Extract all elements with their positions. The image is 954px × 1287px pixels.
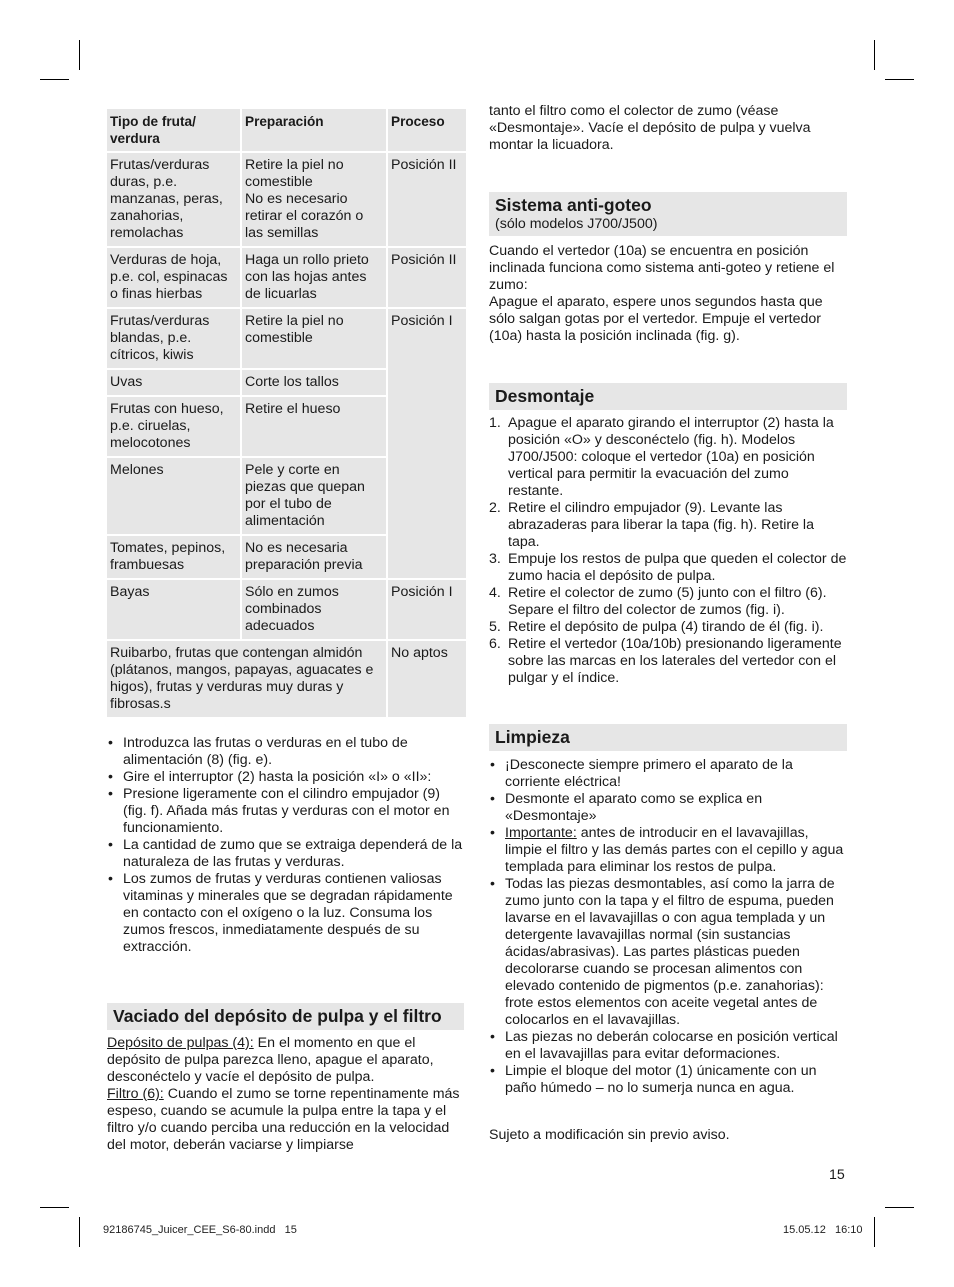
table-cell-prep: No es necesaria preparación previa xyxy=(242,536,386,578)
table-cell-prep: Retire la piel no comestible No es necesario retirar el corazón o las semillas xyxy=(242,153,386,246)
table-cell-fruit: Tomates, pepinos, frambuesas xyxy=(107,536,240,578)
step-number: 2. xyxy=(489,500,501,516)
table-cell-fruit: Verduras de hoja, p.e. col, espinacas o finas hierbas xyxy=(107,248,240,307)
footer-timestamp: 15.05.12 16:10 xyxy=(783,1224,863,1236)
paragraph-text: Apague el aparato, espere unos segundos hasta que sólo salgan gotas por el vertedor. Empuje el vertedor (10a) hasta la posición inclinada (fig. g). xyxy=(489,294,823,344)
page-number: 15 xyxy=(829,1167,845,1183)
list-item xyxy=(489,415,847,500)
list-item xyxy=(489,619,847,636)
paragraph-text: Cuando el vertedor (10a) se encuentra en posición inclinada funciona como sistema anti-goteo y retiene el zumo: xyxy=(489,243,835,293)
section-title: Sistema anti-goteo xyxy=(495,195,652,215)
table-cell-process: Posición II xyxy=(388,248,466,307)
table-cell-fruit: Frutas/verduras duras, p.e. manzanas, peras, zanahorias, remolachas xyxy=(107,153,240,246)
crop-mark xyxy=(874,40,875,70)
paragraph-text: En el momento en que el depósito de pulpa parezca lleno, apague el aparato, desconéctelo y vacíe el depósito de pulpa. xyxy=(107,1035,434,1085)
usage-bullet-list xyxy=(107,735,464,956)
table-row xyxy=(107,580,466,639)
list-item xyxy=(489,500,847,551)
fruit-table xyxy=(105,107,468,719)
list-item xyxy=(489,825,847,876)
cleaning-bullet-list xyxy=(489,757,847,1097)
table-cell-prep: Retire el hueso xyxy=(242,397,386,456)
crop-mark xyxy=(40,79,69,80)
table-cell-prep: Sólo en zumos combinados adecuados xyxy=(242,580,386,639)
step-number: 3. xyxy=(489,551,501,567)
footer-filename: 92186745_Juicer_CEE_S6-80.indd 15 xyxy=(103,1224,297,1236)
section-title: Limpieza xyxy=(495,727,570,747)
list-item: • Los zumos de frutas y verduras contienen valiosas vitaminas y minerales que se degradan rápidamente en contacto con el oxígeno o la luz. Consuma los zumos frescos, inmediatamente después de su extracción. xyxy=(107,871,464,956)
table-cell-fruit: Frutas con hueso, p.e. ciruelas, melocotones xyxy=(107,397,240,456)
list-item: • ¡Desconecte siempre primero el aparato de la corriente eléctrica! xyxy=(489,757,847,791)
table-row xyxy=(107,248,466,307)
table-cell-process: Posición II xyxy=(388,153,466,246)
list-item: • La cantidad de zumo que se extraiga dependerá de la naturaleza de las frutas y verduras. xyxy=(107,837,464,871)
table-row xyxy=(107,641,466,717)
section-title: Vaciado del depósito de pulpa y el filtro xyxy=(113,1006,442,1026)
section-subtitle: (sólo modelos J700/J500) xyxy=(495,216,658,232)
table-header-process: Proceso xyxy=(388,109,466,151)
section-header-vaciado xyxy=(107,1003,464,1030)
modification-note: Sujeto a modificación sin previo aviso. xyxy=(489,1127,730,1143)
left-column xyxy=(107,107,464,1154)
list-item xyxy=(489,636,847,687)
pulp-container-label: Depósito de pulpas (4): xyxy=(107,1035,254,1051)
section-title: Desmontaje xyxy=(495,386,595,406)
section-header-desmontaje xyxy=(489,383,847,410)
table-cell-prep: Pele y corte en piezas que quepan por el tubo de alimentación xyxy=(242,458,386,534)
step-number: 5. xyxy=(489,619,501,635)
table-cell-fruit: Melones xyxy=(107,458,240,534)
table-cell-fruit: Bayas xyxy=(107,580,240,639)
table-row xyxy=(107,309,466,368)
antigoteo-text xyxy=(489,243,847,345)
list-item: • Introduzca las frutas o verduras en el tubo de alimentación (8) (fig. e). xyxy=(107,735,464,769)
table-header-preparation: Preparación xyxy=(242,109,386,151)
crop-mark xyxy=(79,40,80,70)
table-cell-prep: Retire la piel no comestible xyxy=(242,309,386,368)
crop-mark xyxy=(885,1207,914,1208)
crop-mark xyxy=(874,1217,875,1247)
table-cell-fruit: Frutas/verduras blandas, p.e. cítricos, kiwis xyxy=(107,309,240,368)
table-cell-fruit: Ruibarbo, frutas que contengan almidón (plátanos, mangos, papayas, aguacates e higos), frutas y verduras muy duras y fibrosas.s xyxy=(107,641,386,717)
table-header-row xyxy=(107,109,466,151)
table-cell-process: Posición I xyxy=(388,309,466,578)
list-item: • Desmonte el aparato como se explica en «Desmontaje» xyxy=(489,791,847,825)
list-item xyxy=(489,551,847,585)
list-item: • Gire el interruptor (2) hasta la posición «I» o «II»: xyxy=(107,769,464,786)
section-header-antigoteo xyxy=(489,192,847,236)
table-cell-prep: Corte los tallos xyxy=(242,370,386,395)
step-number: 4. xyxy=(489,585,501,601)
crop-mark xyxy=(885,79,914,80)
crop-mark xyxy=(40,1207,69,1208)
step-number: 1. xyxy=(489,415,501,431)
list-item: • Las piezas no deberán colocarse en posición vertical en el lavavajillas para evitar deformaciones. xyxy=(489,1029,847,1063)
right-column xyxy=(489,103,847,1144)
paragraph-text: Cuando el zumo se torne repentinamente más espeso, cuando se acumule la pulpa entre la tapa y el filtro y/o cuando perciba una reducción en la velocidad del motor, deberán vaciarse y limpiarse xyxy=(107,1086,460,1153)
list-item: • Limpie el bloque del motor (1) únicamente con un paño húmedo – no lo sumerja nunca en agua. xyxy=(489,1063,847,1097)
step-text: Apague el aparato girando el interruptor (2) hasta la posición «O» y desconéctelo (fig. h). Modelos J700/J500: coloque el vertedor (10a) en posición vertical para permitir la evacuación del zumo restante. xyxy=(508,415,834,499)
step-text: Retire el vertedor (10a/10b) presionando ligeramente sobre las marcas en los laterales del vertedor con el pulgar y el índice. xyxy=(508,636,842,686)
table-cell-process: No aptos xyxy=(388,641,466,717)
filter-label: Filtro (6): xyxy=(107,1086,164,1102)
step-text: Empuje los restos de pulpa que queden el colector de zumo hacia el depósito de pulpa. xyxy=(508,551,847,584)
table-row xyxy=(107,153,466,246)
important-label: Importante: xyxy=(505,825,577,841)
list-item xyxy=(489,585,847,619)
table-cell-prep: Haga un rollo prieto con las hojas antes de licuarlas xyxy=(242,248,386,307)
continued-paragraph: tanto el filtro como el colector de zumo (véase «Desmontaje». Vacíe el depósito de pulpa y vuelva montar la licuadora. xyxy=(489,103,811,153)
table-cell-process: Posición I xyxy=(388,580,466,639)
vaciado-text xyxy=(107,1035,464,1154)
step-number: 6. xyxy=(489,636,501,652)
disassembly-steps xyxy=(489,415,847,687)
list-item: • Todas las piezas desmontables, así como la jarra de zumo junto con la tapa y el filtro de espuma, pueden lavarse en el lavavajillas o con agua templada y un detergente lavavajillas normal (sin sustancias ácidas/abrasivas). Las partes plásticas pueden decolorarse cuando se procesan alimentos con elevado contenido de pigmentos (p.e. zanahorias): frote estos elementos con aceite vegetal antes de colocarlos en el lavavajillas. xyxy=(489,876,847,1029)
step-text: Retire el cilindro empujador (9). Levante las abrazaderas para liberar la tapa (fig. h). Retire la tapa. xyxy=(508,500,814,550)
crop-mark xyxy=(79,1217,80,1247)
step-text: Retire el colector de zumo (5) junto con el filtro (6). Separe el filtro del colector de zumos (fig. i). xyxy=(508,585,827,618)
section-header-limpieza xyxy=(489,724,847,751)
paragraph-text: antes de introducir en el lavavajillas, limpie el filtro y las demás partes con el cepillo y agua templada para eliminar los restos de pulpa. xyxy=(505,825,844,875)
list-item: • Presione ligeramente con el cilindro empujador (9) (fig. f). Añada más frutas y verduras con el motor en funcionamiento. xyxy=(107,786,464,837)
table-header-fruit: Tipo de fruta/ verdura xyxy=(107,109,240,151)
step-text: Retire el depósito de pulpa (4) tirando de él (fig. i). xyxy=(508,619,824,635)
table-cell-fruit: Uvas xyxy=(107,370,240,395)
